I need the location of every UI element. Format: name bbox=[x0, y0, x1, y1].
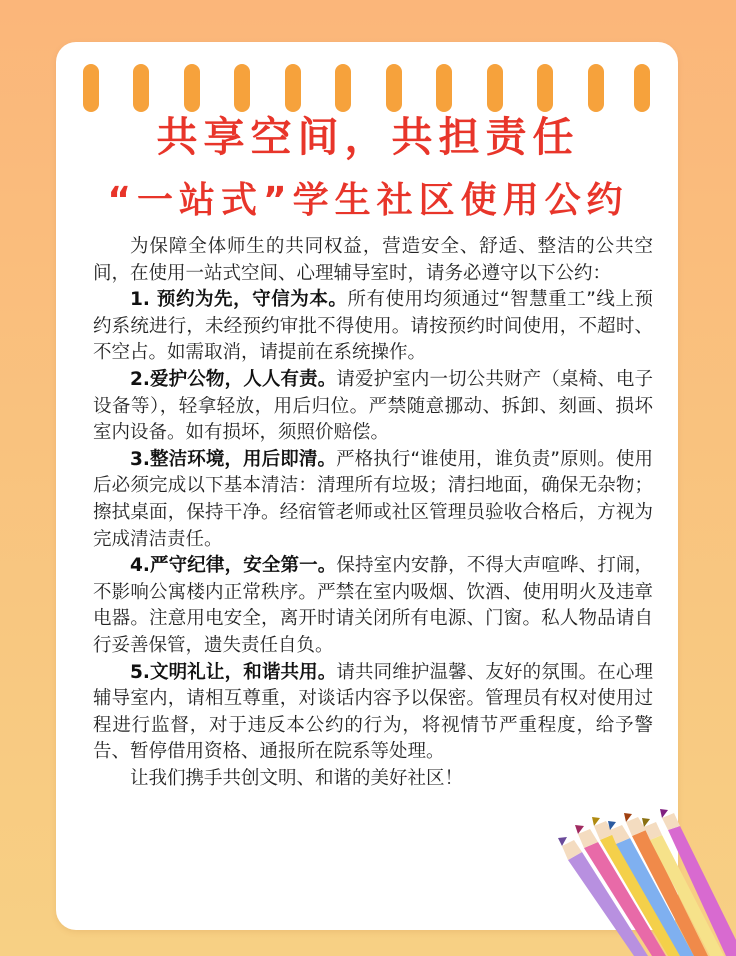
rule-heading: 2.爱护公物，人人有责。 bbox=[130, 368, 337, 390]
rule-paragraph bbox=[93, 287, 653, 367]
rule-text: 保持室内安静，不得大声喧哗、打闹，不影响公寓楼内正常秩序。严禁在室内吸烟、饮酒、使用明火及违章电器。注意用电安全，离开时请关闭所有电源、门窗。私人物品请自行妥善保管，遗失责任自负。 bbox=[93, 555, 653, 656]
rule-heading: 5.文明礼让，和谐共用。 bbox=[130, 661, 337, 683]
colored-pencils-illustration bbox=[548, 800, 736, 956]
rule-text: 所有使用均须通过“智慧重工”线上预约系统进行，未经预约审批不得使用。请按预约时间使用，不超时、不空占。如需取消，请提前在系统操作。 bbox=[93, 289, 654, 364]
rule-text: 请爱护室内一切公共财产（桌椅、电子设备等），轻拿轻放，用后归位。严禁随意挪动、拆卸、刻画、损坏室内设备。如有损坏，须照价赔偿。 bbox=[93, 368, 653, 444]
document-body bbox=[93, 234, 653, 792]
rule-text: 严格执行“谁使用，谁负责”原则。使用后必须完成以下基本清洁：清理所有垃圾；清扫地面，确保无杂物；擦拭桌面，保持干净。经宿管老师或社区管理员验收合格后，方视为完成清洁责任。 bbox=[93, 448, 654, 550]
page-subtitle: “一站式”学生社区使用公约 bbox=[107, 180, 629, 221]
intro-paragraph: 为保障全体师生的共同权益，营造安全、舒适、整洁的公共空间，在使用一站式空间、心理辅导室时，请务必遵守以下公约： bbox=[93, 236, 653, 284]
closing-paragraph: 让我们携手共创文明、和谐的美好社区！ bbox=[130, 767, 464, 789]
rule-paragraph bbox=[93, 367, 653, 447]
rule-paragraph bbox=[93, 447, 653, 553]
rule-heading: 4.严守纪律，安全第一。 bbox=[130, 555, 337, 577]
rule-text: 请共同维护温馨、友好的氛围。在心理辅导室内，请相互尊重，对谈话内容予以保密。管理员有权对使用过程进行监督，对于违反本公约的行为，将视情节严重程度，给予警告、暂停借用资格、通报所在院系等处理。 bbox=[93, 661, 653, 763]
page-title: 共享空间，共担责任 bbox=[156, 113, 580, 161]
rule-paragraph bbox=[93, 553, 653, 659]
rule-paragraph bbox=[93, 660, 653, 766]
rule-heading: 3.整洁环境，用后即清。 bbox=[130, 448, 337, 470]
rule-heading: 1. 预约为先，守信为本。 bbox=[130, 289, 348, 311]
